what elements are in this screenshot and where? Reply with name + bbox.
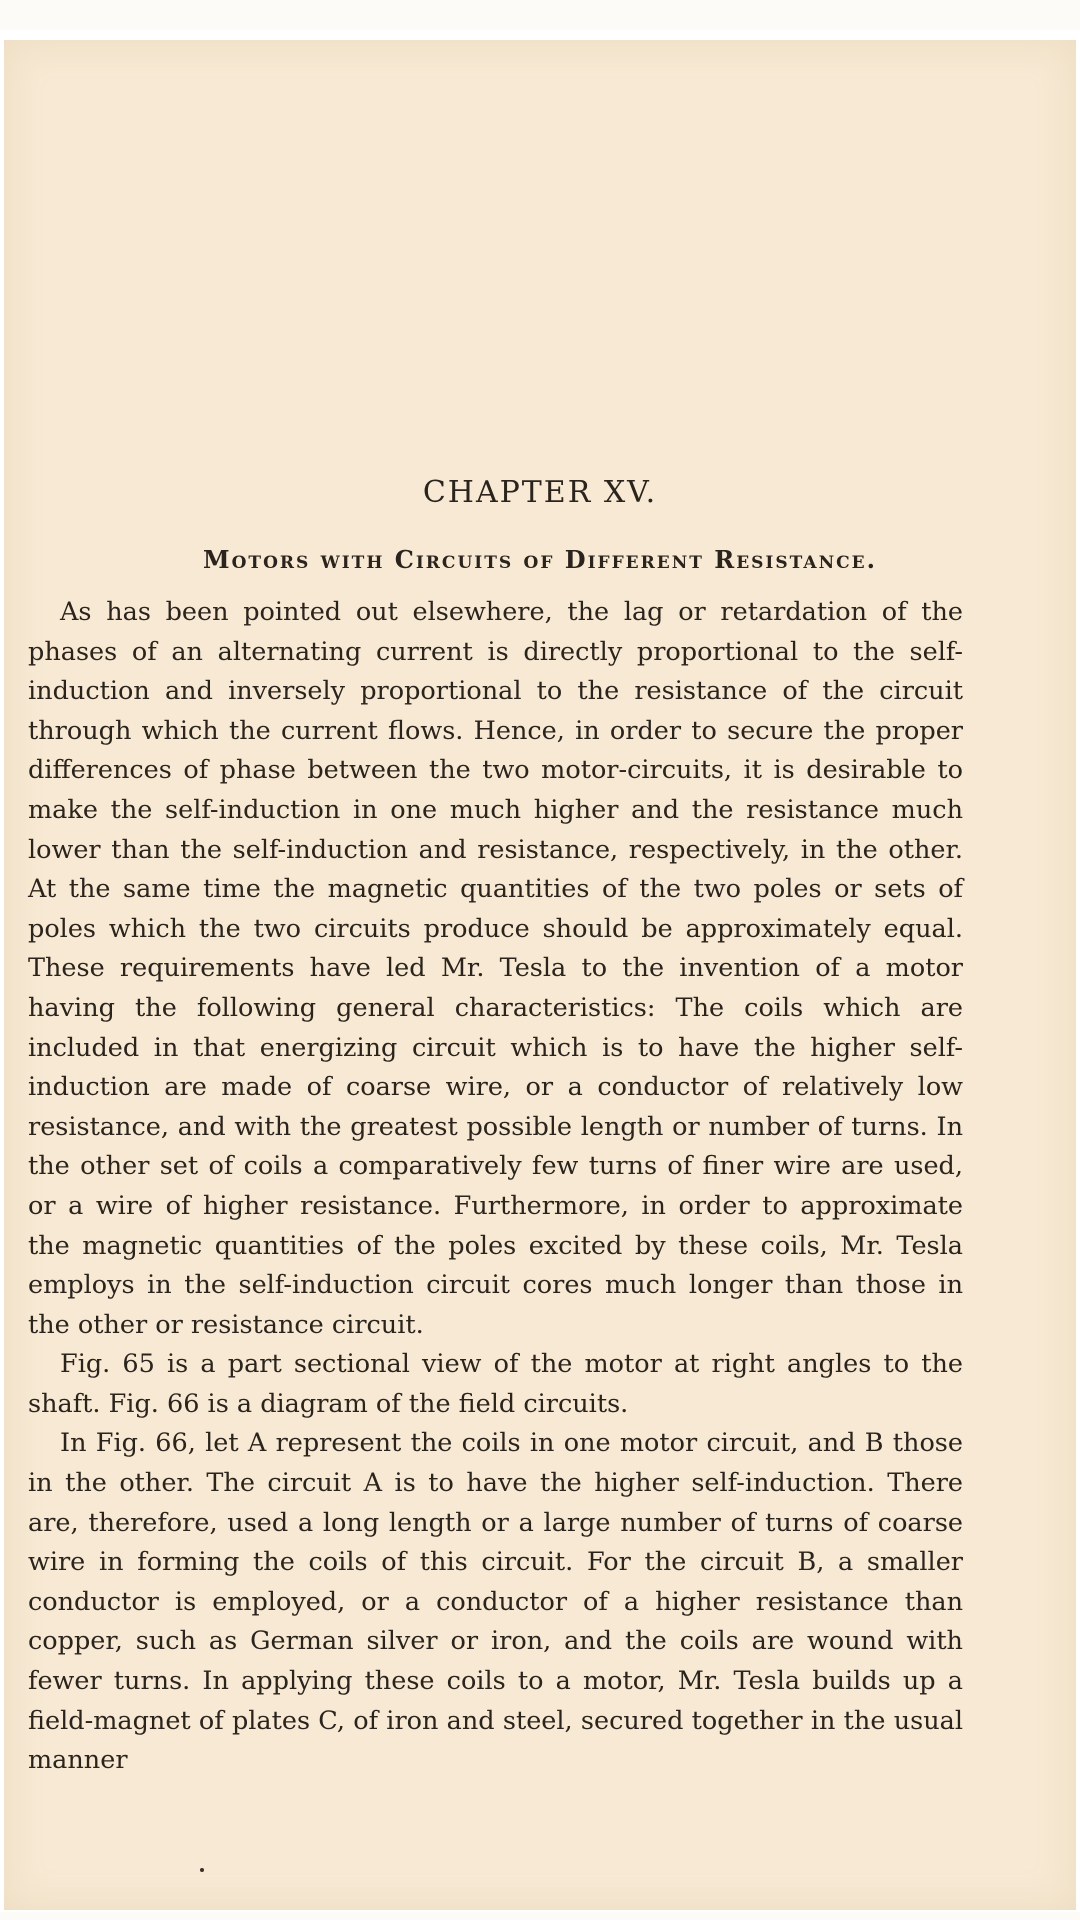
book-page [4, 40, 1076, 1910]
bottom-margin-strip [0, 1912, 1080, 1920]
paragraph: Fig. 65 is a part sectional view of the motor at right angles to the shaft. Fig. 66 is a diagram of the field circuits. [28, 1349, 963, 1419]
paragraph: As has been pointed out elsewhere, the lag or retardation of the phases of an alternating current is directly proportional to the self-induction and inversely proportional to the resistance of the circuit through which the current flows. Hence, in order to secure the proper differences of phase between the two motor-circuits, it is desirable to make the self-induction in one much higher and the resistance much lower than the self-induction and resistance, respectively, in the other. At the same time the magnetic quantities of the two poles or sets of poles which the two circuits produce should be approximately equal. These requirements have led Mr. Tesla to the invention of a motor having the following general characteristics: The coils which are included in that energizing circuit which is to have the higher self-induction are made of coarse wire, or a conductor of relatively low resistance, and with the greatest possible length or number of turns. In the other set of coils a comparatively few turns of finer wire are used, or a wire of higher resistance. Furthermore, in order to approximate the magnetic quantities of the poles excited by these coils, Mr. Tesla employs in the self-induction circuit cores much longer than those in the other or resistance circuit. [28, 597, 963, 1340]
chapter-title: CHAPTER XV. [422, 475, 658, 510]
chapter-subtitle: Motors with Circuits of Different Resistance. [203, 545, 877, 574]
ink-speck [200, 1868, 204, 1872]
top-margin-strip [0, 0, 1080, 30]
chapter-body [28, 593, 963, 1781]
paragraph: In Fig. 66, let A represent the coils in one motor circuit, and B those in the other. The circuit A is to have the higher self-induction. There are, therefore, used a long length or a large number of turns of coarse wire in forming the coils of this circuit. For the circuit B, a smaller conductor is employed, or a conductor of a higher resistance than copper, such as German silver or iron, and the coils are wound with fewer turns. In applying these coils to a motor, Mr. Tesla builds up a field-magnet of plates C, of iron and steel, secured together in the usual manner [28, 1428, 963, 1776]
